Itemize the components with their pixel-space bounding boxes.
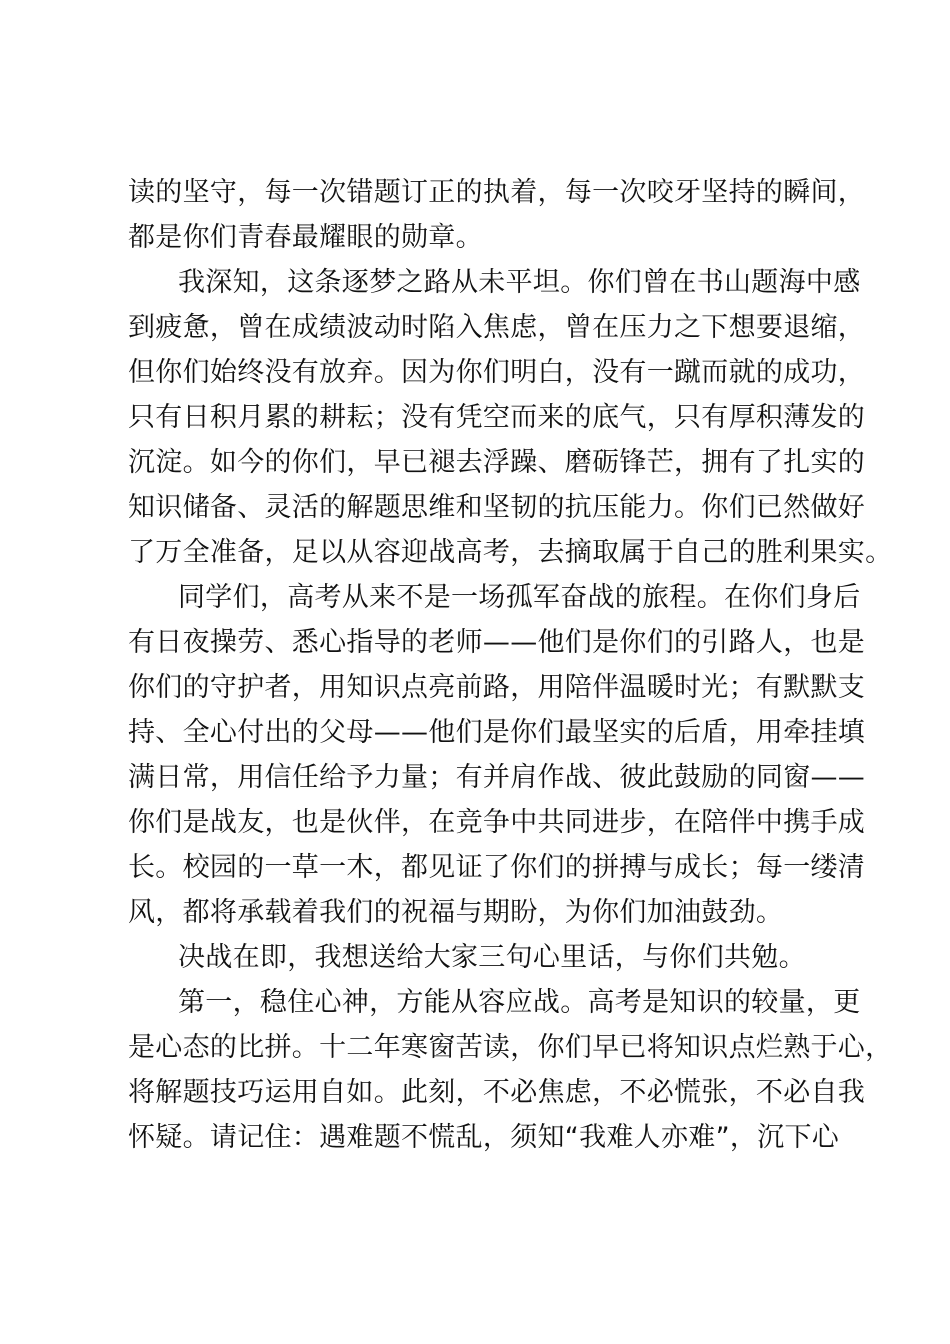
text-line: 读的坚守，每一次错题订正的执着，每一次咬牙坚持的瞬间，: [128, 177, 866, 208]
text-line: 是心态的比拼。十二年寒窗苦读，你们早已将知识点烂熟于心，: [128, 1032, 893, 1063]
document-body: [128, 170, 893, 1160]
paragraph-start-line: 决战在即，我想送给大家三句心里话，与你们共勉。: [178, 942, 806, 973]
text-line: 但你们始终没有放弃。因为你们明白，没有一蹴而就的成功，: [128, 357, 866, 388]
paragraph-start-line: 我深知，这条逐梦之路从未平坦。你们曾在书山题海中感: [178, 267, 861, 298]
paragraph-start-line: 第一，稳住心神，方能从容应战。高考是知识的较量，更: [178, 987, 861, 1018]
text-line: 长。校园的一草一木，都见证了你们的拼搏与成长；每一缕清: [128, 852, 866, 883]
text-line: 持、全心付出的父母——他们是你们最坚实的后盾，用牵挂填: [128, 717, 866, 748]
text-line: 满日常，用信任给予力量；有并肩作战、彼此鼓励的同窗——: [128, 762, 866, 793]
text-line: 到疲惫，曾在成绩波动时陷入焦虑，曾在压力之下想要退缩，: [128, 312, 866, 343]
text-line: 都是你们青春最耀眼的勋章。: [128, 222, 483, 253]
text-line: 了万全准备，足以从容迎战高考，去摘取属于自己的胜利果实。: [128, 537, 893, 568]
text-line: 沉淀。如今的你们，早已褪去浮躁、磨砺锋芒，拥有了扎实的: [128, 447, 866, 478]
text-line: 怀疑。请记住：遇难题不慌乱，须知“我难人亦难”，沉下心: [128, 1122, 840, 1153]
text-line: 知识储备、灵活的解题思维和坚韧的抗压能力。你们已然做好: [128, 492, 866, 523]
text-line: 你们的守护者，用知识点亮前路，用陪伴温暖时光；有默默支: [128, 672, 866, 703]
text-line: 只有日积月累的耕耘；没有凭空而来的底气，只有厚积薄发的: [128, 402, 866, 433]
text-line: 风，都将承载着我们的祝福与期盼，为你们加油鼓劲。: [128, 897, 784, 928]
text-line: 有日夜操劳、悉心指导的老师——他们是你们的引路人，也是: [128, 627, 866, 658]
text-line: 你们是战友，也是伙伴，在竞争中共同进步，在陪伴中携手成: [128, 807, 866, 838]
paragraph-start-line: 同学们，高考从来不是一场孤军奋战的旅程。在你们身后: [178, 582, 861, 613]
text-line: 将解题技巧运用自如。此刻，不必焦虑，不必慌张，不必自我: [128, 1077, 866, 1108]
